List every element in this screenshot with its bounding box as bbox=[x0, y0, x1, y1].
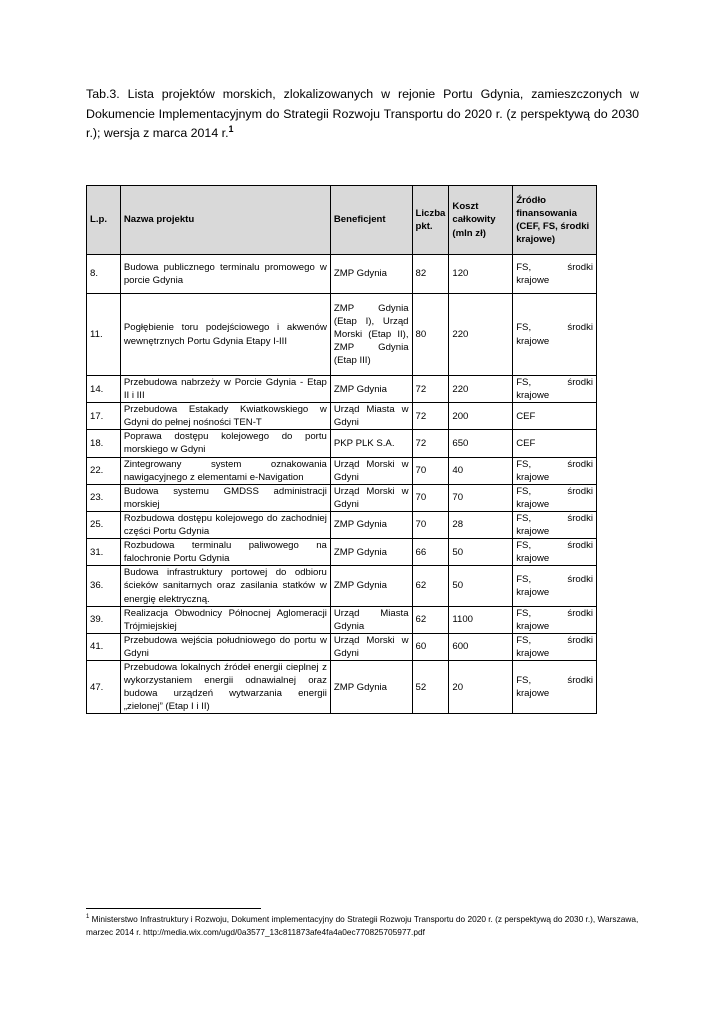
header-points: Liczba pkt. bbox=[412, 186, 449, 255]
caption-footnote-ref[interactable]: 1 bbox=[228, 123, 234, 134]
cell-lp: 14. bbox=[87, 376, 121, 403]
cell-name: Przebudowa wejścia południowego do portu w Gdyni bbox=[120, 633, 330, 660]
cell-points: 70 bbox=[412, 457, 449, 484]
cell-cost: 28 bbox=[449, 511, 513, 538]
cell-source: CEF bbox=[513, 403, 597, 430]
table-row bbox=[87, 660, 597, 713]
cell-cost: 50 bbox=[449, 539, 513, 566]
table-row bbox=[87, 457, 597, 484]
cell-points: 52 bbox=[412, 660, 449, 713]
cell-name: Budowa systemu GMDSS administracji morskiej bbox=[120, 484, 330, 511]
cell-source: FS, środki krajowe bbox=[513, 566, 597, 606]
cell-lp: 11. bbox=[87, 294, 121, 376]
cell-lp: 22. bbox=[87, 457, 121, 484]
cell-cost: 40 bbox=[449, 457, 513, 484]
header-source: Źródło finansowania (CEF, FS, środki krajowe) bbox=[513, 186, 597, 255]
cell-lp: 47. bbox=[87, 660, 121, 713]
cell-name: Zintegrowany system oznakowania nawigacyjnego z elementami e-Navigation bbox=[120, 457, 330, 484]
cell-cost: 120 bbox=[449, 255, 513, 294]
header-cost: Koszt całkowity (mln zł) bbox=[449, 186, 513, 255]
cell-points: 72 bbox=[412, 403, 449, 430]
header-name: Nazwa projektu bbox=[120, 186, 330, 255]
cell-lp: 31. bbox=[87, 539, 121, 566]
cell-name: Przebudowa nabrzeży w Porcie Gdynia - Etap II i III bbox=[120, 376, 330, 403]
cell-points: 82 bbox=[412, 255, 449, 294]
cell-points: 66 bbox=[412, 539, 449, 566]
table-row bbox=[87, 294, 597, 376]
table-header-row bbox=[87, 186, 597, 255]
footnote-text: Ministerstwo Infrastruktury i Rozwoju, Dokument implementacyjny do Strategii Rozwoju Transportu do 2020 r. (z perspektywą do 2030 r.), Warszawa, marzec 2014 r. http://media.wix.com/ugd/0a3577_13c811873afe4fa4a0ec770825705977.pdf bbox=[86, 914, 639, 938]
footnote-number: 1 bbox=[86, 914, 90, 921]
cell-source: CEF bbox=[513, 430, 597, 457]
cell-source: FS, środki krajowe bbox=[513, 606, 597, 633]
cell-cost: 220 bbox=[449, 376, 513, 403]
cell-cost: 220 bbox=[449, 294, 513, 376]
cell-beneficiary: ZMP Gdynia bbox=[330, 376, 412, 403]
cell-name: Przebudowa Estakady Kwiatkowskiego w Gdyni do pełnej nośności TEN-T bbox=[120, 403, 330, 430]
cell-source: FS, środki krajowe bbox=[513, 255, 597, 294]
cell-beneficiary: Urząd Morski w Gdyni bbox=[330, 484, 412, 511]
cell-source: FS, środki krajowe bbox=[513, 376, 597, 403]
cell-beneficiary: ZMP Gdynia bbox=[330, 255, 412, 294]
cell-points: 72 bbox=[412, 430, 449, 457]
cell-cost: 20 bbox=[449, 660, 513, 713]
cell-source: FS, środki krajowe bbox=[513, 511, 597, 538]
cell-source: FS, środki krajowe bbox=[513, 294, 597, 376]
table-row bbox=[87, 376, 597, 403]
cell-name: Budowa infrastruktury portowej do odbioru ścieków sanitarnych oraz zasilania statków w energię elektryczną. bbox=[120, 566, 330, 606]
table-row bbox=[87, 539, 597, 566]
cell-points: 62 bbox=[412, 606, 449, 633]
table-row bbox=[87, 606, 597, 633]
cell-cost: 1100 bbox=[449, 606, 513, 633]
cell-beneficiary: Urząd Morski w Gdyni bbox=[330, 457, 412, 484]
table-row bbox=[87, 566, 597, 606]
cell-beneficiary: ZMP Gdynia bbox=[330, 539, 412, 566]
cell-cost: 70 bbox=[449, 484, 513, 511]
table-caption bbox=[86, 85, 639, 144]
cell-name: Przebudowa lokalnych źródeł energii cieplnej z wykorzystaniem energii odnawialnej oraz budowa urządzeń wytwarzania energii „zielonej” (Etap I i II) bbox=[120, 660, 330, 713]
cell-beneficiary: ZMP Gdynia bbox=[330, 566, 412, 606]
cell-lp: 18. bbox=[87, 430, 121, 457]
cell-name: Budowa publicznego terminalu promowego w porcie Gdynia bbox=[120, 255, 330, 294]
cell-source: FS, środki krajowe bbox=[513, 660, 597, 713]
caption-text: Tab.3. Lista projektów morskich, zlokalizowanych w rejonie Portu Gdynia, zamieszczonych w Dokumencie Implementacyjnym do Strategii Rozwoju Transportu do 2020 r. (z perspektywą do 2030 r.); wersja z marca 2014 r. bbox=[86, 87, 639, 140]
cell-cost: 200 bbox=[449, 403, 513, 430]
cell-points: 72 bbox=[412, 376, 449, 403]
cell-name: Pogłębienie toru podejściowego i akwenów wewnętrznych Portu Gdynia Etapy I-III bbox=[120, 294, 330, 376]
header-lp: L.p. bbox=[87, 186, 121, 255]
cell-beneficiary: Urząd Miasta Gdynia bbox=[330, 606, 412, 633]
cell-points: 70 bbox=[412, 511, 449, 538]
cell-beneficiary: PKP PLK S.A. bbox=[330, 430, 412, 457]
cell-lp: 36. bbox=[87, 566, 121, 606]
table-row bbox=[87, 430, 597, 457]
cell-points: 80 bbox=[412, 294, 449, 376]
cell-points: 62 bbox=[412, 566, 449, 606]
table-row bbox=[87, 255, 597, 294]
cell-cost: 600 bbox=[449, 633, 513, 660]
cell-cost: 650 bbox=[449, 430, 513, 457]
cell-name: Rozbudowa dostępu kolejowego do zachodniej części Portu Gdynia bbox=[120, 511, 330, 538]
cell-source: FS, środki krajowe bbox=[513, 457, 597, 484]
cell-beneficiary: ZMP Gdynia bbox=[330, 660, 412, 713]
cell-beneficiary: Urząd Morski w Gdyni bbox=[330, 633, 412, 660]
cell-source: FS, środki krajowe bbox=[513, 539, 597, 566]
cell-name: Poprawa dostępu kolejowego do portu morskiego w Gdyni bbox=[120, 430, 330, 457]
cell-name: Rozbudowa terminalu paliwowego na falochronie Portu Gdynia bbox=[120, 539, 330, 566]
cell-beneficiary: Urząd Miasta w Gdyni bbox=[330, 403, 412, 430]
table-row bbox=[87, 633, 597, 660]
cell-cost: 50 bbox=[449, 566, 513, 606]
cell-lp: 39. bbox=[87, 606, 121, 633]
cell-lp: 41. bbox=[87, 633, 121, 660]
footnote-separator bbox=[86, 908, 261, 909]
projects-table bbox=[86, 185, 597, 714]
footnote bbox=[86, 913, 646, 939]
cell-lp: 23. bbox=[87, 484, 121, 511]
cell-name: Realizacja Obwodnicy Północnej Aglomeracji Trójmiejskiej bbox=[120, 606, 330, 633]
cell-points: 60 bbox=[412, 633, 449, 660]
table-row bbox=[87, 403, 597, 430]
cell-beneficiary: ZMP Gdynia (Etap I), Urząd Morski (Etap II), ZMP Gdynia (Etap III) bbox=[330, 294, 412, 376]
cell-source: FS, środki krajowe bbox=[513, 484, 597, 511]
cell-source: FS, środki krajowe bbox=[513, 633, 597, 660]
table-row bbox=[87, 484, 597, 511]
table-row bbox=[87, 511, 597, 538]
cell-lp: 17. bbox=[87, 403, 121, 430]
cell-beneficiary: ZMP Gdynia bbox=[330, 511, 412, 538]
cell-points: 70 bbox=[412, 484, 449, 511]
header-beneficiary: Beneficjent bbox=[330, 186, 412, 255]
cell-lp: 8. bbox=[87, 255, 121, 294]
cell-lp: 25. bbox=[87, 511, 121, 538]
